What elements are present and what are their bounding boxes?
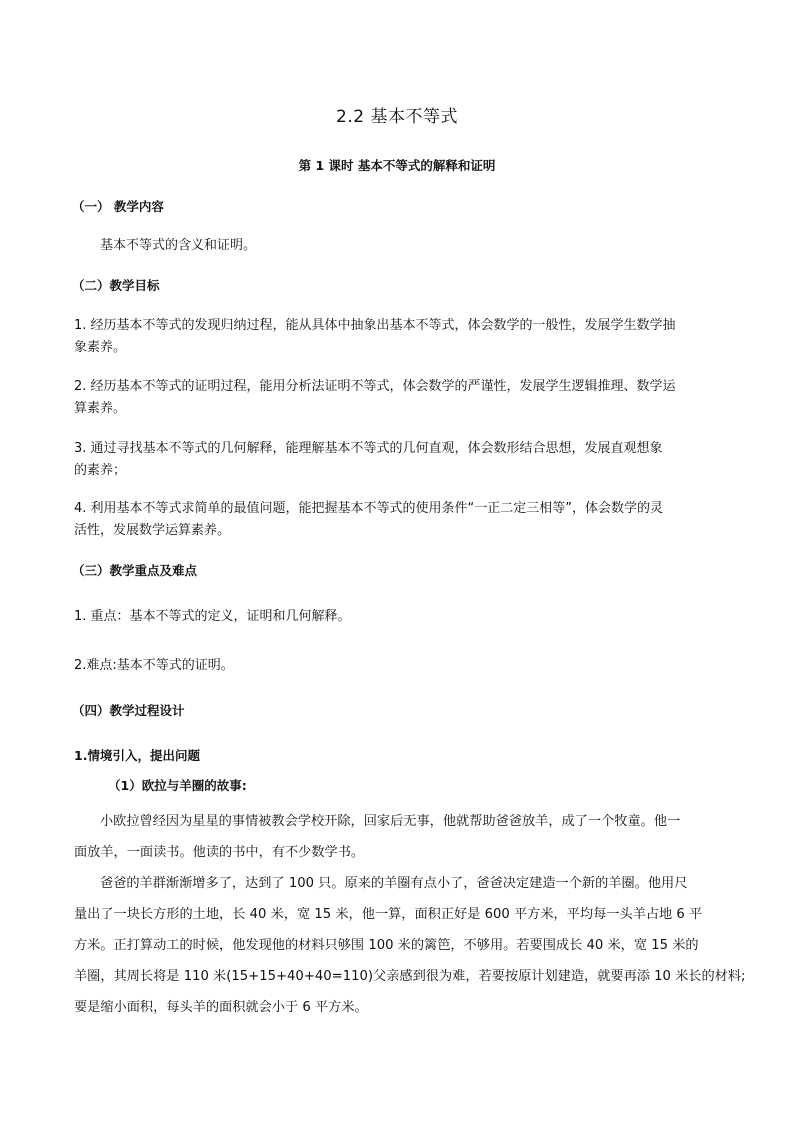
step-heading: 1.情境引入，提出问题 xyxy=(74,748,200,763)
section-heading-goals: （二）教学目标 xyxy=(72,278,160,293)
story-heading: （1）欧拉与羊圈的故事: xyxy=(108,778,247,793)
goal-line: 象素养。 xyxy=(74,340,127,355)
goal-item xyxy=(74,315,724,359)
document-title: 2.2 基本不等式 xyxy=(336,107,458,127)
story-line: 小欧拉曾经因为星星的事情被教会学校开除，回家后无事，他就帮助爸爸放羊，成了一个牧童。他一 xyxy=(100,814,681,829)
goal-line: 3. 通过寻找基本不等式的几何解释，能理解基本不等式的几何直观，体会数形结合思想，发展直观想象 xyxy=(74,441,663,456)
key-point-text: 1. 重点：基本不等式的定义，证明和几何解释。 xyxy=(74,609,351,624)
goal-line: 的素养； xyxy=(74,463,127,478)
story-line: 羊圈，其周长将是 110 米(15+15+40+40=110)父亲感到很为难，若要按原计划建造，就要再添 10 米长的材料; xyxy=(74,969,746,984)
goal-line: 1. 经历基本不等式的发现归纳过程，能从具体中抽象出基本不等式，体会数学的一般性，发展学生数学抽 xyxy=(74,318,676,333)
story-paragraph-2 xyxy=(74,868,746,1023)
goal-item xyxy=(74,376,724,420)
section-heading-process: （四）教学过程设计 xyxy=(72,703,185,718)
goal-item xyxy=(74,438,724,482)
goal-line: 4. 利用基本不等式求简单的最值问题，能把握基本不等式的使用条件“一正二定三相等”，体会数学的灵 xyxy=(74,501,664,516)
goal-line: 活性，发展数学运算素养。 xyxy=(74,523,231,538)
goal-item xyxy=(74,498,724,542)
story-paragraph-1 xyxy=(74,806,724,868)
section-heading-content: （一） 教学内容 xyxy=(72,199,164,214)
section-heading-key-points: （三）教学重点及难点 xyxy=(72,563,198,578)
story-line: 方米。正打算动工的时候，他发现他的材料只够围 100 米的篱笆，不够用。若要围成长 40 米，宽 15 米的 xyxy=(74,938,699,953)
story-line: 面放羊，一面读书。他读的书中，有不少数学书。 xyxy=(74,845,365,860)
difficulty-text: 2.难点:基本不等式的证明。 xyxy=(74,658,234,673)
section-body-content: 基本不等式的含义和证明。 xyxy=(100,238,257,253)
story-line: 量出了一块长方形的土地，长 40 米，宽 15 米，他一算，面积正好是 600 平方米，平均每一头羊占地 6 平 xyxy=(74,907,703,922)
goal-line: 算素养。 xyxy=(74,401,127,416)
lesson-subtitle: 第 1 课时 基本不等式的解释和证明 xyxy=(298,158,496,173)
story-line: 要是缩小面积，每头羊的面积就会小于 6 平方米。 xyxy=(74,1000,368,1015)
story-line: 爸爸的羊群渐渐增多了，达到了 100 只。原来的羊圈有点小了，爸爸决定建造一个新的羊圈。他用尺 xyxy=(100,876,688,891)
goal-line: 2. 经历基本不等式的证明过程，能用分析法证明不等式，体会数学的严谨性，发展学生逻辑推理、数学运 xyxy=(74,379,676,394)
